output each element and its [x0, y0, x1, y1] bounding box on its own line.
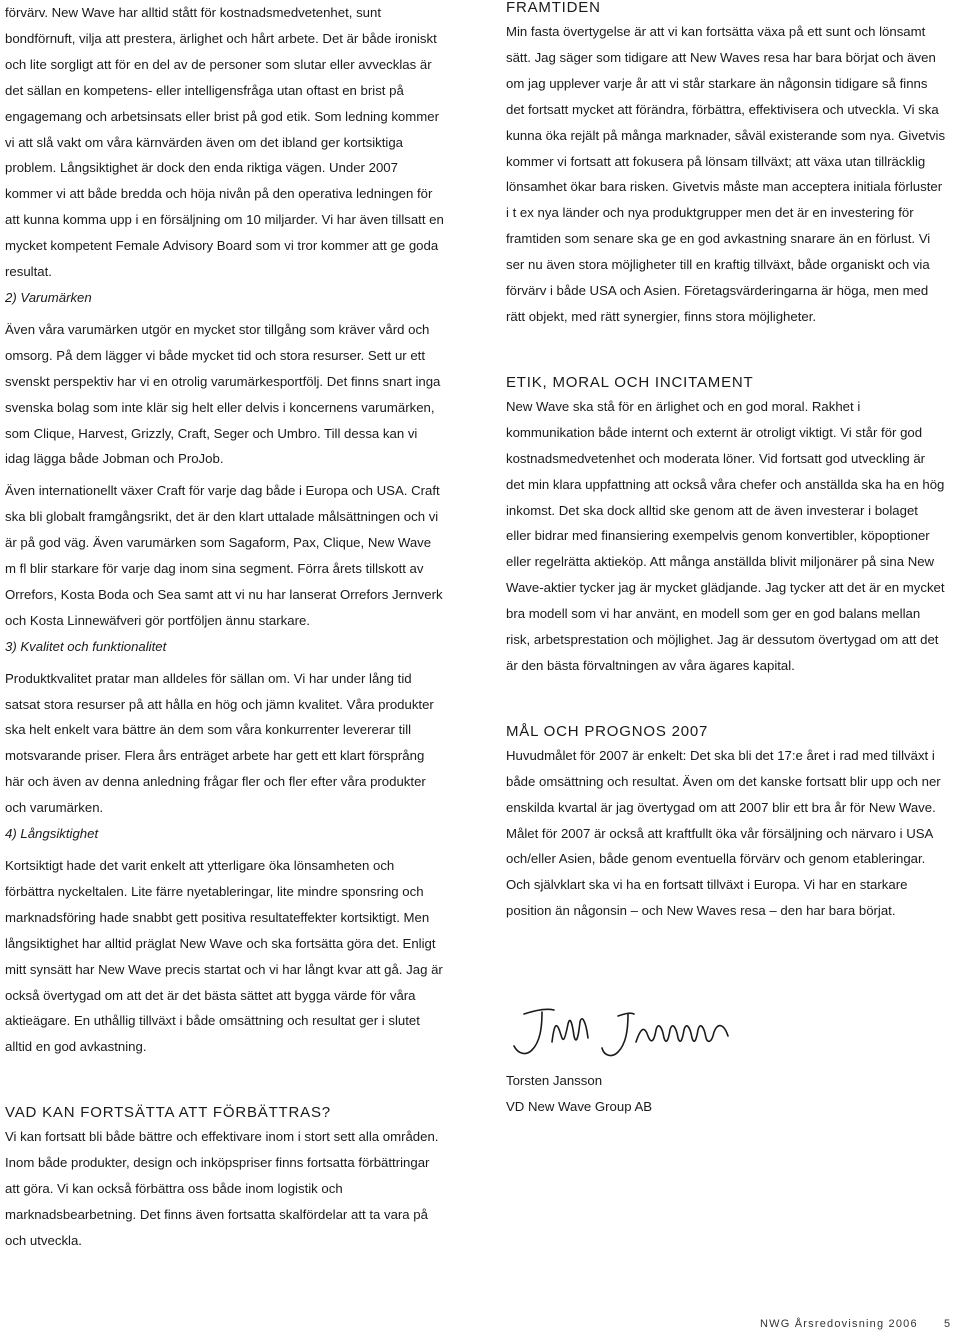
quality-subheading: 3) Kvalitet och funktionalitet: [5, 638, 167, 654]
ethics-heading: ETIK, MORAL OCH INCITAMENT: [506, 373, 754, 391]
longterm-paragraph: Kortsiktigt hade det varit enkelt att ytterligare öka lönsamheten och förbättra nyckeltalen. Lite färre nyetableringar, lite mindre sponsring och marknadsföring hade snabbt gett positiva resultateffekter kortsiktigt. Men långsiktighet har alltid präglat New Wave och ska fortsätta göra det. Enligt mitt synsätt har New Wave precis startat och vi har långt kvar att gå. Jag är också övertygad om att det är det bästa sättet att bygga värde för våra aktieägare. En uthållig tillväxt i både omsättning och resultat ger i slutet alltid en god avkastning.: [5, 858, 443, 1055]
brands-paragraph-2: Även internationellt växer Craft för varje dag både i Europa och USA. Craft ska bli globalt framgångsrikt, det är den klart uttalade målsättningen och vi är på god väg. Även varumärken som Sagaform, Pax, Clique, New Wave m fl blir starkare för varje dag inom sina segment. Förra årets tillskott av Orrefors, Kosta Boda och Sea samt att vi nu har lanserat Orrefors Jernverk och Kosta Linnewäfveri gör portföljen ännu starkare.: [5, 483, 443, 628]
goals-heading: MÅL OCH PROGNOS 2007: [506, 722, 709, 740]
signatory-title: VD New Wave Group AB: [506, 1098, 653, 1114]
intro-paragraph: förvärv. New Wave har alltid stått för kostnadsmedvetenhet, sunt bondförnuft, vilja att prestera, ärlighet och hårt arbete. Det är både ironiskt och lite sorgligt att för en del av de personer som slutar eller avvecklas är det sällan en kompetens- eller intelligensfråga utan oftast en brist på engagemang och arbetsinsats eller brist på god etik. Som ledning kommer vi att slå vakt om våra kärnvärden även om det ibland ger kortsiktiga problem. Långsiktighet är dock den enda riktiga vägen. Under 2007 kommer vi att både bredda och höja nivån på den operativa ledningen för att kunna komma upp i en försäljning om 10 miljarder. Vi har även tillsatt en mycket kompetent Female Advisory Board som vi tror kommer att ge goda resultat.: [5, 5, 444, 280]
future-paragraph: Min fasta övertygelse är att vi kan fortsätta växa på ett sunt och lönsamt sätt. Jag säger som tidigare att New Waves resa har bara börjat och även om jag upplever varje år att vi står starkare än någonsin tidigare så finns det fortsatt mycket att förändra, förbättra, effektivisera och utveckla. Vi ska kunna öka rejält på många marknader, såväl existerande som nya. Givetvis kommer vi fortsatt att fokusera på lönsam tillväxt; att växa utan tillräcklig lönsamhet ökar bara risken. Givetvis måste man acceptera initiala förluster i t ex nya länder och nya produktgrupper men det är en investering för framtiden som senare ska ge en god avkastning snarare än en förlust. Vi ser nu även stora möjligheter till en kraftig tillväxt, både organiskt och via förvärv i både USA och Asien. Företagsvärderingarna är höga, men med rätt objekt, med rätt synergier, finns stora möjligheter.: [506, 24, 946, 324]
improve-heading: VAD KAN FORTSÄTTA ATT FÖRBÄTTRAS?: [5, 1104, 331, 1122]
handwritten-signature: [506, 1002, 756, 1072]
goals-paragraph: Huvudmålet för 2007 är enkelt: Det ska bli det 17:e året i rad med tillväxt i både omsättning och resultat. Även om det kanske fortsatt blir upp och ner enskilda kvartal är jag övertygad om att 2007 blir ett bra år för New Wave. Målet för 2007 är också att kraftfullt öka vår försäljning och närvaro i USA och/eller Asien, både genom eventuella förvärv och genom etableringar. Och självklart ska vi ha en fortsatt tillväxt i Europa. Vi har en starkare position än någonsin – och New Waves resa – den har bara börjat.: [506, 747, 941, 919]
left-column: [5, 0, 445, 1254]
ethics-paragraph: New Wave ska stå för en ärlighet och en god moral. Rakhet i kommunikation både internt och externt är otroligt viktigt. Vi står för god kostnadsmedvetenhet och moderata löner. Vid fortsatt god utveckling är det min klara uppfattning att också våra chefer och anställda ska ha en hög inkomst. Det ska dock alltid ske genom att de även investerar i bolaget eller bidrar med finansiering exempelvis genom konvertibler, köpoptioner eller regelrätta aktieköp. Att många anställda blivit miljonärer på sina New Wave-aktier tycker jag är mycket glädjande. Jag tycker att det är en mycket bra modell som vi har använt, en modell som ger en god balans mellan risk, arbetsprestation och möjlighet. Jag är dessutom övertygad om att det är den bästa förvaltningen av våra ägares kapital.: [506, 398, 945, 673]
signatory-name: Torsten Jansson: [506, 1073, 603, 1088]
brands-subheading: 2) Varumärken: [5, 289, 92, 305]
improve-paragraph: Vi kan fortsatt bli både bättre och effektivare inom i stort sett alla områden. Inom både produkter, design och inköpspriser finns fortsatta förbättringar att göra. Vi kan också förbättra oss både inom logistik och marknadsbearbetning. Det finns även fortsatta skalfördelar att ta vara på och utveckla.: [5, 1129, 439, 1248]
quality-paragraph: Produktkvalitet pratar man alldeles för sällan om. Vi har under lång tid satsat stora resurser på att hålla en hög och jämn kvalitet. Våra produkter ska helt enkelt vara bättre än dem som våra konkurrenter levererar till motsvarande priser. Flera års enträget arbete har gett ett klart försprång här och även av denna anledning frågar fler och fler efter våra produkter och varumärken.: [5, 670, 434, 816]
right-column: [506, 0, 946, 924]
longterm-subheading: 4) Långsiktighet: [5, 826, 99, 842]
future-heading: FRAMTIDEN: [506, 0, 601, 16]
brands-paragraph-1: Även våra varumärken utgör en mycket stor tillgång som kräver vård och omsorg. På dem lägger vi både mycket tid och stora resurser. Sett ur ett svenskt perspektiv har vi en otrolig varumärkesportfölj. Det finns snart inga svenska bolag som inte klär sig helt eller delvis i koncernens varumärken, som Clique, Harvest, Grizzly, Craft, Seger och Umbro. Till dessa kan vi idag lägga både Jobman och ProJob.: [5, 321, 441, 467]
signature-block: [506, 1068, 652, 1120]
report-footer: NWG Årsredovisning 2006: [760, 1318, 918, 1330]
page-number: 5: [944, 1318, 951, 1330]
